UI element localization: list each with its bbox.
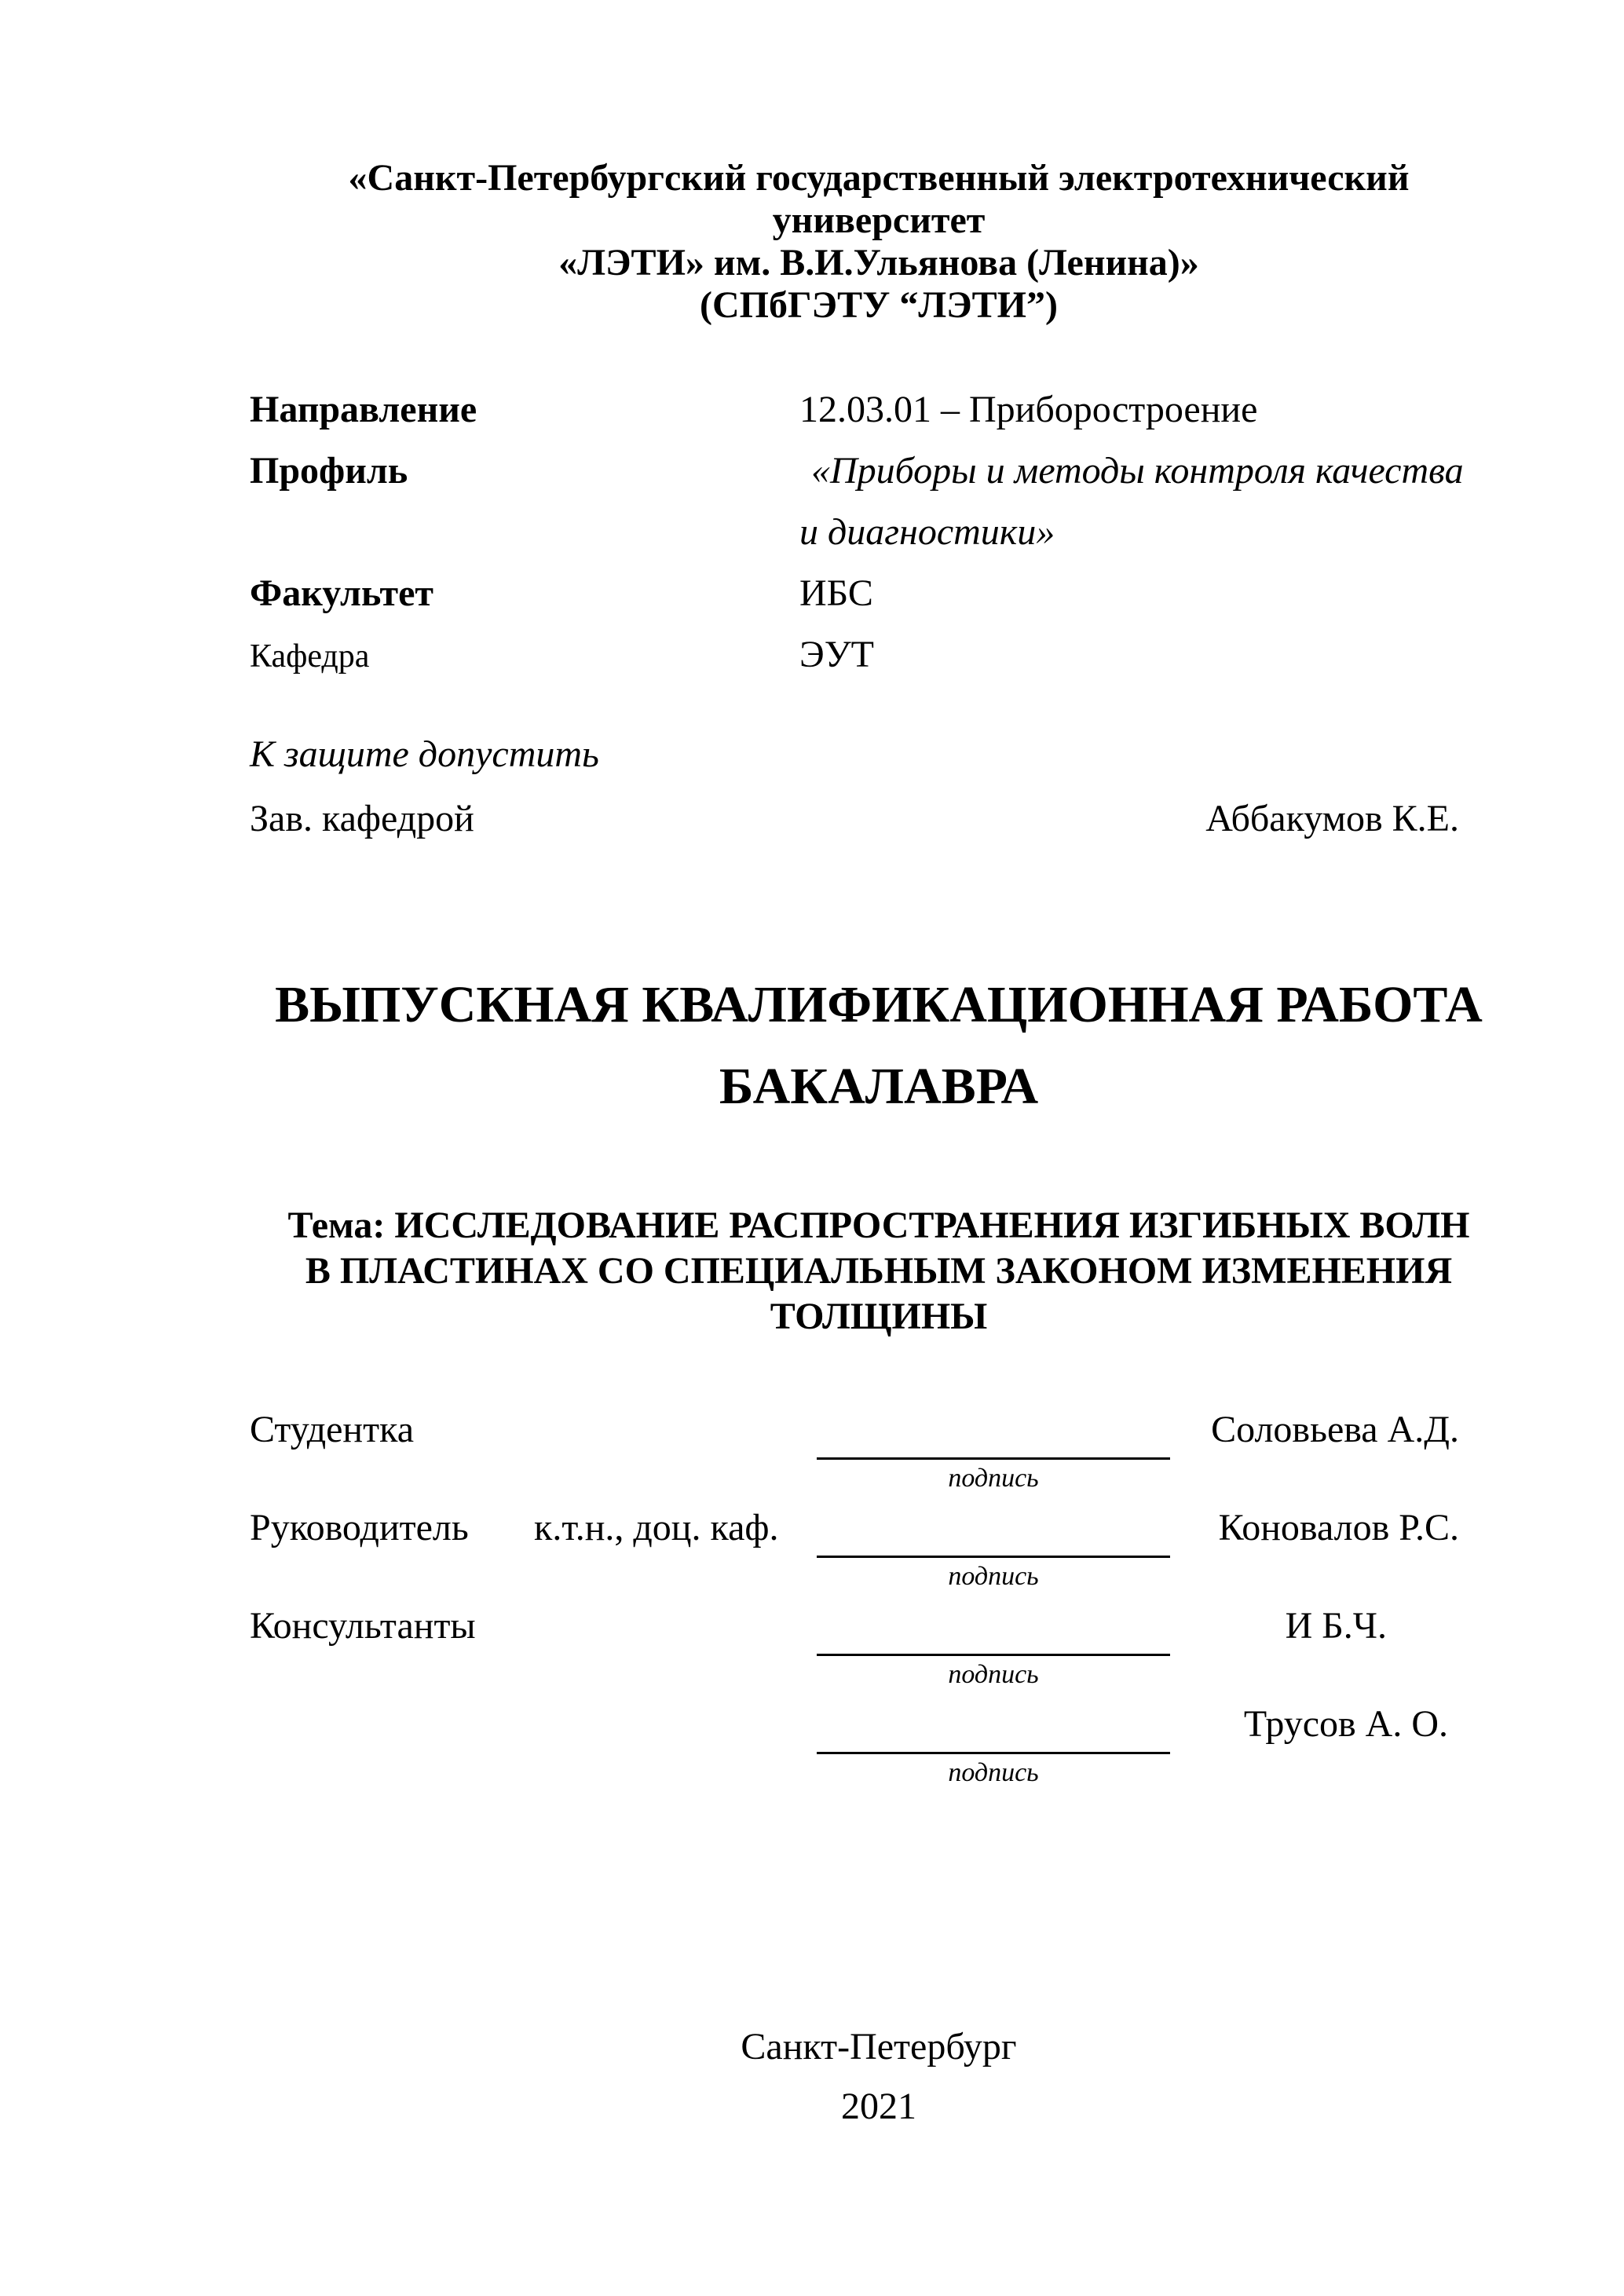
direction-row bbox=[250, 389, 1508, 451]
footer-city: Санкт-Петербург bbox=[741, 2026, 1017, 2067]
student-role-label: Студентка bbox=[250, 1409, 414, 1450]
profile-value-line2: и диагностики» bbox=[799, 511, 1055, 553]
supervisor-role-label: Руководитель bbox=[250, 1507, 469, 1548]
signature-row-student bbox=[250, 1407, 1459, 1494]
university-name-line2: «ЛЭТИ» им. В.И.Ульянова (Ленина)» bbox=[558, 242, 1199, 283]
department-head-name: Аббакумов К.Е. bbox=[1205, 798, 1459, 839]
student-signature-line bbox=[817, 1407, 1170, 1460]
department-head-label: Зав. кафедрой bbox=[250, 798, 474, 839]
consultant1-signature-block bbox=[817, 1603, 1170, 1691]
signature-row-supervisor bbox=[250, 1505, 1459, 1592]
admission-note: К защите допустить bbox=[250, 733, 599, 775]
theme-line3: ТОЛЩИНЫ bbox=[770, 1296, 988, 1337]
supervisor-signature-block bbox=[817, 1505, 1170, 1592]
university-abbreviation: (СПбГЭТУ “ЛЭТИ”) bbox=[700, 284, 1058, 326]
consultant1-signature-line bbox=[817, 1603, 1170, 1656]
student-signature-block bbox=[817, 1407, 1170, 1494]
work-title-line1: ВЫПУСКНАЯ КВАЛИФИКАЦИОННАЯ РАБОТА bbox=[275, 976, 1483, 1033]
page-footer bbox=[250, 2024, 1508, 2130]
department-row bbox=[250, 634, 1508, 696]
direction-label: Направление bbox=[250, 389, 477, 430]
student-name: Соловьева А.Д. bbox=[1211, 1409, 1459, 1450]
supervisor-signature-line bbox=[817, 1505, 1170, 1558]
faculty-value: ИБС bbox=[799, 572, 873, 614]
profile-row bbox=[250, 451, 1508, 512]
theme-line1: Тема: ИССЛЕДОВАНИЕ РАСПРОСТРАНЕНИЯ ИЗГИБНЫХ ВОЛН bbox=[287, 1205, 1470, 1246]
consultant1-name: И Б.Ч. bbox=[1285, 1605, 1387, 1647]
footer-year: 2021 bbox=[841, 2086, 916, 2127]
signature-row-consultant-1 bbox=[250, 1603, 1459, 1691]
profile-continuation-row bbox=[250, 512, 1508, 573]
consultant2-signature-line bbox=[817, 1702, 1170, 1754]
signature-section bbox=[250, 1407, 1508, 1789]
work-title bbox=[250, 964, 1508, 1128]
supervisor-signature-caption: подпись bbox=[948, 1562, 1039, 1591]
profile-label: Профиль bbox=[250, 450, 408, 492]
consultant2-name: Трусов А. О. bbox=[1243, 1703, 1448, 1745]
consultants-role-label: Консультанты bbox=[250, 1605, 476, 1647]
department-label: Кафедра bbox=[250, 638, 370, 675]
department-head-row bbox=[250, 796, 1459, 842]
direction-value: 12.03.01 – Приборостроение bbox=[799, 389, 1258, 430]
signature-row-consultant-2 bbox=[250, 1702, 1459, 1789]
supervisor-qualification: к.т.н., доц. каф. bbox=[534, 1507, 779, 1548]
program-info bbox=[250, 389, 1508, 696]
faculty-label: Факультет bbox=[250, 572, 433, 614]
department-value: ЭУТ bbox=[799, 634, 874, 675]
supervisor-name: Коновалов Р.С. bbox=[1218, 1507, 1459, 1548]
page-content bbox=[0, 157, 1624, 2130]
consultant2-signature-caption: подпись bbox=[948, 1758, 1039, 1787]
theme-line2: В ПЛАСТИНАХ СО СПЕЦИАЛЬНЫМ ЗАКОНОМ ИЗМЕНЕНИЯ bbox=[305, 1250, 1453, 1292]
consultant2-signature-block bbox=[817, 1702, 1170, 1789]
profile-value-line1: «Приборы и методы контроля качества bbox=[811, 450, 1464, 492]
faculty-row bbox=[250, 573, 1508, 634]
work-title-line2: БАКАЛАВРА bbox=[719, 1058, 1039, 1115]
university-header bbox=[250, 157, 1508, 327]
consultant1-signature-caption: подпись bbox=[948, 1660, 1039, 1689]
thesis-theme bbox=[250, 1203, 1508, 1340]
student-signature-caption: подпись bbox=[948, 1464, 1039, 1493]
university-name-line1: «Санкт-Петербургский государственный электротехнический университет bbox=[348, 157, 1410, 241]
